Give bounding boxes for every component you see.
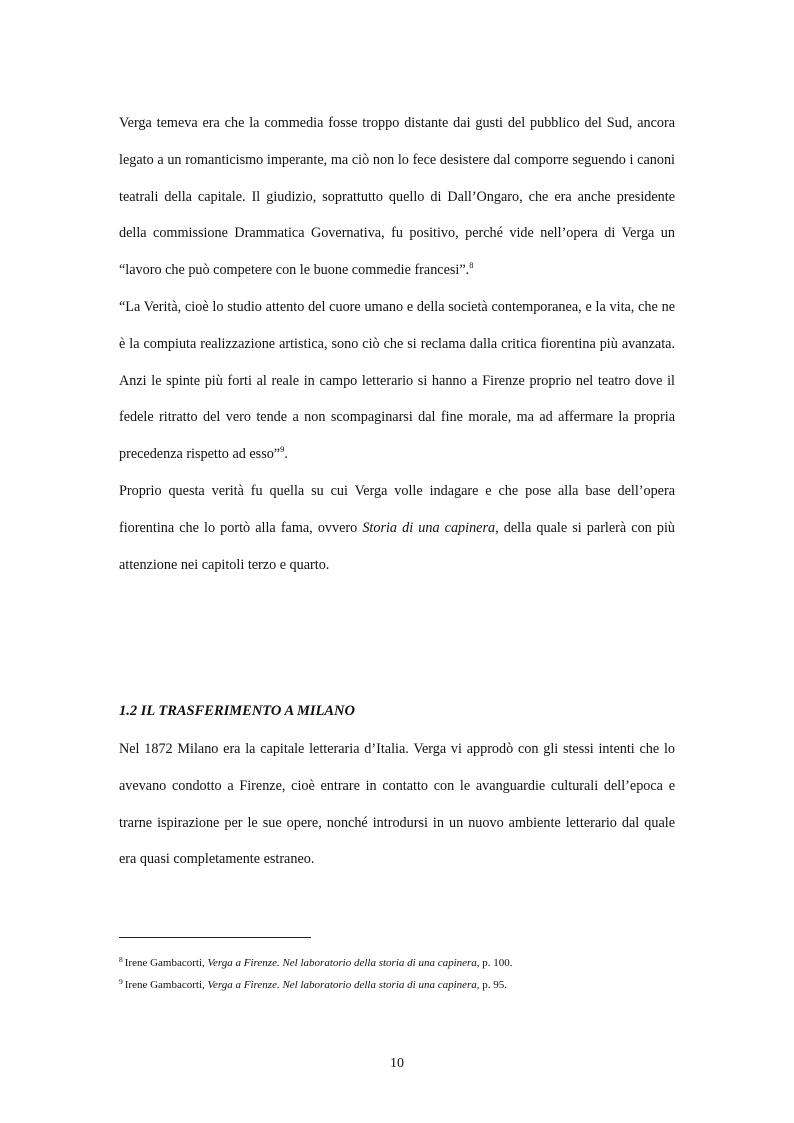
paragraph-3-text-before: Proprio questa verità fu quella su cui Verga volle indagare e che pose alla base dell’opera fiorentina che lo portò alla fama, ovvero — [119, 482, 675, 536]
section-heading: 1.2 IL TRASFERIMENTO A MILANO — [119, 703, 355, 719]
footnote-page: , p. 95. — [476, 979, 508, 991]
footnote-title: Verga a Firenze. Nel laboratorio della storia di una capinera — [207, 979, 477, 991]
footnote-9 — [119, 974, 675, 996]
paragraph-1-text: Verga temeva era che la commedia fosse troppo distante dai gusti del pubblico del Sud, ancora legato a un romanticismo imperante, ma ciò non lo fece desistere dal comporre seguendo i canoni teatrali della capitale. Il giudizio, soprattutto quello di Dall’Ongaro, che era anche presidente della commissione Drammatica Governativa, fu positivo, perché vide nell’opera di Verga un “lavoro che può competere con le buone commedie francesi”. — [119, 115, 675, 279]
footnote-page: , p. 100. — [476, 957, 513, 969]
footnote-author: Irene Gambacorti, — [124, 979, 208, 991]
section-body — [119, 105, 675, 583]
footnote-number: 8 — [119, 955, 123, 964]
paragraph-3-text-after: , della quale si parlerà con più attenzione nei capitoli terzo e quarto. — [119, 519, 675, 573]
footnote-ref-9[interactable]: 9 — [280, 444, 285, 455]
footnote-ref-8[interactable]: 8 — [469, 260, 474, 271]
paragraph-1 — [119, 105, 675, 289]
section-2-body — [119, 731, 675, 878]
book-title: Storia di una capinera — [362, 519, 496, 536]
footnote-title: Verga a Firenze. Nel laboratorio della storia di una capinera — [207, 957, 477, 969]
paragraph-2-quote — [119, 289, 675, 473]
paragraph-4: Nel 1872 Milano era la capitale letteraria d’Italia. Verga vi approdò con gli stessi intenti che lo avevano condotto a Firenze, cioè entrare in contatto con le avanguardie culturali dell’epoca e trarne ispirazione per le sue opere, nonché introdursi in un nuovo ambiente letterario dal quale era quasi completamente estraneo. — [119, 741, 675, 868]
paragraph-3 — [119, 473, 675, 583]
paragraph-2-end: . — [284, 446, 288, 463]
paragraph-2-text: “La Verità, cioè lo studio attento del cuore umano e della società contemporanea, e la vita, che ne è la compiuta realizzazione artistica, sono ciò che si reclama dalla critica fiorentina più avanzata. Anzi le spinte più forti al reale in campo letterario si hanno a Firenze proprio nel teatro dove il fedele ritratto del vero tende a non scompaginarsi dal fine morale, ma ad affermare la propria precedenza rispetto ad esso” — [119, 298, 675, 463]
footnote-number: 9 — [119, 977, 123, 986]
footnotes — [119, 952, 675, 996]
footnote-author: Irene Gambacorti, — [124, 957, 208, 969]
footnote-divider — [119, 937, 311, 938]
footnote-8 — [119, 952, 675, 974]
page-number: 10 — [390, 1056, 404, 1071]
